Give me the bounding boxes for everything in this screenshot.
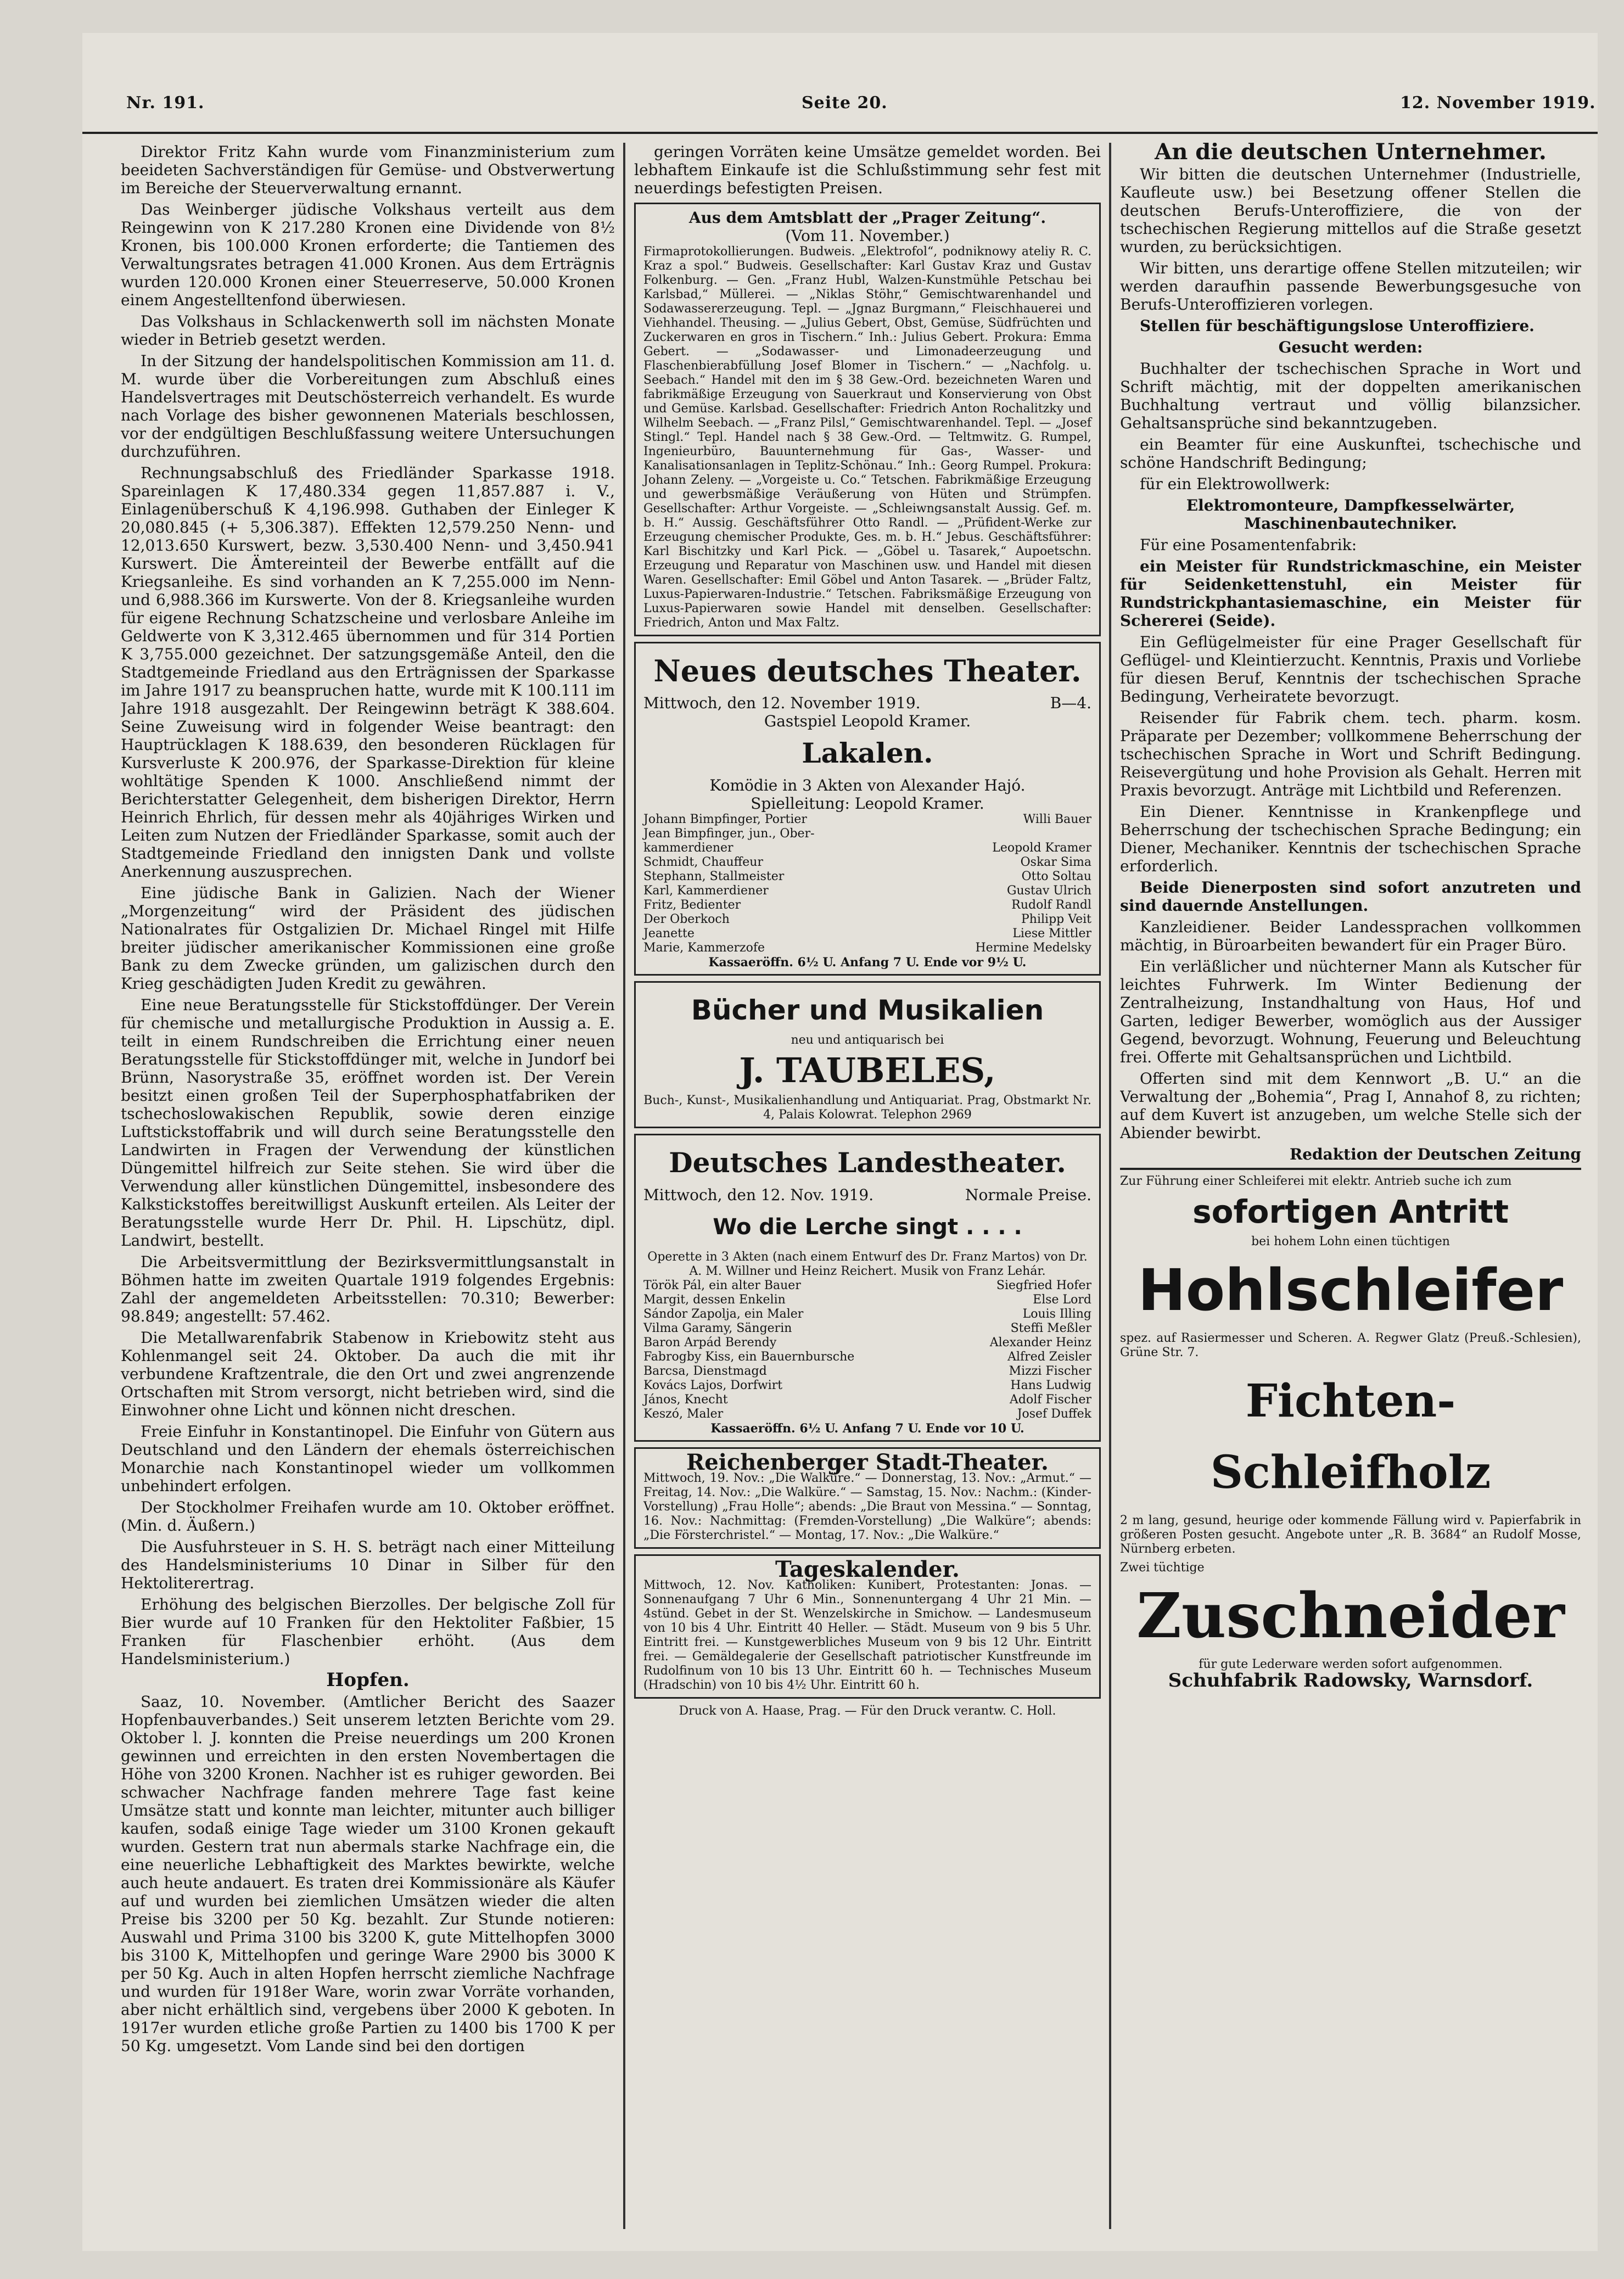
cast-row: Schmidt, Chauffeur Oskar Sima [643,855,1091,869]
theater-guest: Gastspiel Leopold Kramer. [764,712,971,730]
cast-row: Marie, Kammerzofe Hermine Medelsky [643,941,1091,955]
cast-row: Sándor Zapolja, ein Maler Louis Illing [643,1307,1091,1321]
ad-huge-headline: Hohlschleifer [1138,1257,1564,1324]
job-listing: Beide Dienerposten sind sofort anzutreten und sind dauernde Anstellungen. [1120,878,1581,915]
calendar-title: Tageskalender. [775,1556,960,1582]
ad-huge-headline: Zuschneider [1136,1580,1565,1652]
bookshop-ad [634,981,1101,1128]
article: Die Metallwarenfabrik Stabenow in Kriebowitz steht aus Kohlenmangel seit 24. Oktober. Da auch die mit ihr verbundene Kraftzentrale, die den Ort und zwei angrenzende Ortschaften mit Strom versorgt, nicht betrieben wird, sind die Einwohner ohne Licht und können nicht dreschen. [121,1329,615,1419]
column-1 [121,143,615,2229]
theater-times: Kassaeröffn. 6½ U. Anfang 7 U. Ende vor 10 U. [710,1421,1024,1436]
article: Der Stockholmer Freihafen wurde am 10. Oktober eröffnet. (Min. d. Äußern.) [121,1498,615,1535]
article: Erhöhung des belgischen Bierzolles. Der belgische Zoll für Bier wurde auf 10 Franken für den Hektoliter Faßbier, 15 Franken für Flaschenbier erhöht. (Aus dem Handelsministerium.) [121,1595,615,1668]
theater-times: Kassaeröffn. 6½ U. Anfang 7 U. Ende vor 9½ U. [708,955,1027,970]
bookshop-sub: neu und antiquarisch bei [791,1033,944,1047]
article: Freie Einfuhr in Konstantinopel. Die Einfuhr von Gütern aus Deutschland und den Ländern der ehemals österreichischen Monarchie nach Konstantinopel wieder um vollkommen unbehindert erfolgen. [121,1423,615,1495]
header-rule [82,132,1598,134]
calendar-text: Mittwoch, 12. Nov. Katholiken: Kunibert, Protestanten: Jonas. — Sonnenaufgang 7 Uhr 6 Min., Sonnenuntergang 4 Uhr 21 Min. — 4stünd. Gebet in der St. Wenzelskirche in Smichow. — Landesmuseum von 10 bis 4 Uhr. Eintritt 40 Heller. — Städt. Museum von 9 bis 5 Uhr. Eintritt frei. — Kunstgewerbliches Museum von 9 bis 12 Uhr. Eintritt frei. — Gemäldegalerie der Gesellschaft patriotischer Kunstfreunde im Rudolfinum von 10 bis 13 Uhr. Eintritt 60 h. — Technisches Museum (Hradschin) von 10 bis 4½ Uhr. Eintritt 60 h. [643,1578,1091,1692]
cast-row: kammerdiener Leopold Kramer [643,841,1091,855]
article: Die Ausfuhrsteuer in S. H. S. beträgt nach einer Mitteilung des Handelsministeriums 10 Dinar in Silber für den Hektoliterertrag. [121,1538,615,1592]
job-listing: Kanzleidiener. Beider Landessprachen vollkommen mächtig, in Büroarbeiten bewandert für ein Prager Büro. [1120,918,1581,954]
theater-date: Mittwoch, den 12. November 1919. [643,694,921,712]
appeal-title: An die deutschen Unternehmer. [1155,143,1547,165]
theater-program: Mittwoch, 19. Nov.: „Die Walküre.“ — Donnerstag, 13. Nov.: „Armut.“ — Freitag, 14. Nov.: „Die Walküre.“ — Samstag, 15. Nov.: Nachm.: (Kinder-Vorstellung) „Frau Holle“; abends: „Die Braut von Messina.“ — Sonntag, 16. Nov.: Nachmittag: (Fremden-Vorstellung) „Die Walküre“; abends: „Die Försterchristel.“ — Montag, 17. Nov.: „Die Walküre.“ [643,1471,1091,1542]
job-listing: ein Beamter für eine Auskunftei, tschechische und schöne Handschrift Bedingung; [1120,435,1581,472]
theater-ad-reichenberg [634,1447,1101,1549]
play-subtitle: Operette in 3 Akten (nach einem Entwurf des Dr. Franz Martos) von Dr. A. M. Willner und Heinz Reichert. Musik von Franz Lehár. [647,1250,1088,1278]
article: In der Sitzung der handelspolitischen Kommission am 11. d. M. wurde über die Vorbereitungen zum Abschluß eines Handelsvertrages mit Deutschösterreich verhandelt. Es wurde nach Vorlage des bisher gewonnenen Materials beschlossen, vor der endgültigen Beschlußfassung weitere Untersuchungen durchzuführen. [121,352,615,461]
column-3 [1120,143,1581,2229]
theater-date: Mittwoch, den 12. Nov. 1919. [643,1186,874,1204]
signature: Redaktion der Deutschen Zeitung [1289,1145,1581,1163]
section-heading: Stellen für beschäftigungslose Unteroffiziere. [1140,317,1535,335]
theater-title: Deutsches Landestheater. [669,1146,1066,1179]
play-director: Spielleitung: Leopold Kramer. [751,794,984,813]
cast-row: Barcsa, Dienstmagd Mizzi Fischer [643,1364,1091,1378]
cast-row: Der Oberkoch Philipp Veit [643,912,1091,926]
ad-huge-headline: Fichten-Schleifholz [1210,1375,1491,1499]
section-heading: Hopfen. [326,1669,410,1691]
theater-title: Neues deutsches Theater. [653,653,1082,688]
ad-detail: für gute Lederware werden sofort aufgenommen. [1199,1658,1503,1671]
newspaper-page [82,33,1598,2251]
job-listing: für ein Elektrowollwerk: [1140,475,1330,493]
column-rule [1109,143,1111,2229]
theater-abo: B—4. [1050,694,1091,712]
amtsblatt-title: Aus dem Amtsblatt der „Prager Zeitung“. [688,209,1046,227]
cast-row: Török Pál, ein alter Bauer Siegfried Hofer [643,1279,1091,1292]
cast-row: Keszó, Maler Josef Duffek [643,1407,1091,1421]
imprint: Druck von A. Haase, Prag. — Für den Druck verantw. C. Holl. [679,1704,1056,1718]
column-rule [623,143,625,2229]
play-title: Lakalen. [802,737,933,769]
job-listing: Ein Geflügelmeister für eine Prager Gesellschaft für Geflügel- und Kleintierzucht. Kenntnis, Praxis und Vorliebe für diesen Beruf, Kenntnis der tschechischen Sprache Bedingung, Verheiratete bevorzugt. [1120,633,1581,705]
ad-detail: 2 m lang, gesund, heurige oder kommende Fällung wird v. Papierfabrik in größeren Posten gesucht. Angebote unter „R. B. 3684“ an Rudolf Mosse, Nürnberg erbeten. [1120,1514,1581,1556]
article: Das Volkshaus in Schlackenwerth soll im nächsten Monate wieder in Betrieb gesetzt werden. [121,312,615,349]
ad-intro: Zwei tüchtige [1120,1561,1205,1575]
cast-row: Johann Bimpfinger, Portier Willi Bauer [643,813,1091,826]
cast-row: Fritz, Bedienter Rudolf Randl [643,898,1091,912]
amtsblatt-box [634,203,1101,636]
job-listing: Ein verläßlicher und nüchterner Mann als Kutscher für leichtes Fuhrwerk. Im Winter Bedienung der Zentralheizung, Instandhaltung von Haus, Hof und Garten, lediger Bewerber, womöglich aus der Aussiger Gegend, bevorzugt. Wohnung, Feuerung und Beleuchtung frei. Offerte mit Gehaltsansprüchen und Lichtbild. [1120,957,1581,1066]
ad-intro: Zur Führung einer Schleiferei mit elektr. Antrieb suche ich zum [1120,1174,1512,1188]
cast-row: Fabrogby Kiss, ein Bauernbursche Alfred Zeisler [643,1350,1091,1364]
appeal-paragraph: Wir bitten, uns derartige offene Stellen mitzuteilen; wir werden daraufhin passende Bewerbungsgesuche von Berufs-Unteroffizieren vorlegen. [1120,259,1581,313]
job-listing: Ein Diener. Kenntnisse in Krankenpflege und Beherrschung der tschechischen Sprache Bedingung; ein Diener, Mechaniker. Kenntnis der tschechischen Sprache erforderlich. [1120,803,1581,875]
theater-ad-neues-deutsches [634,642,1101,976]
cast-row: Karl, Kammerdiener Gustav Ulrich [643,884,1091,898]
play-subtitle: Komödie in 3 Akten von Alexander Hajó. [709,776,1026,794]
job-listing: Buchhalter der tschechischen Sprache in Wort und Schrift mächtig, mit der doppelten amerikanischen Buchhaltung vertraut und völlig bilanzsicher. Gehaltsansprüche sind bekanntzugeben. [1120,360,1581,432]
page-number: Seite 20. [802,93,888,113]
ad-line: bei hohem Lohn einen tüchtigen [1251,1235,1450,1248]
article: Rechnungsabschluß des Friedländer Sparkasse 1918. Spareinlagen K 17,480.334 gegen 11,857.887 i. V., Einlagenüberschuß K 4,196.998. Guthaben der Einleger K 20,080.845 (+ 5,306.387). Effekten 12,579.250 Nenn- und 12,013.650 Kurswert, bezw. 3,530.400 Nenn- und 3,450.941 Kurswert. Die Ämtereinteil der Bewerbe entfällt auf die Kriegsanleihe. Es sind vorhanden an K 7,255.000 im Nenn- und 6,988.366 im Kurswerte. Von der 8. Kriegsanleihe wurden für eigene Rechnung Schatzscheine und verlosbare Anleihe im Geldwerte von K 3,312.465 übernommen und für 314 Portien K 3,755.000 gezeichnet. Der satzungsgemäße Anteil, den die Stadtgemeinde Friedland aus den Erträgnissen der Sparkasse im Jahre 1917 zu beanspruchen hatte, wurde mit K 100.111 im Jahre 1918 ausgezahlt. Der Reingewinn beträgt K 388.604. Seine Zuweisung wird in folgender Weise beantragt: den Hauptrücklagen K 188.639, den besonderen Rücklagen für Kursverluste K 200.976, der Sparkasse-Direktion für kleine wohltätige Spenden K 1000. Anschließend nimmt der Berichterstatter Gelegenheit, dem bisherigen Direktor, Herrn Heinrich Ehrlich, für dessen mehr als 40jähriges Wirken und Leiten zum Nutzen der Friedländer Sparkasse, somit auch der Stadtgemeinde Friedland den innigsten Dank und vollste Anerkennung auszusprechen. [121,464,615,881]
ad-headline: sofortigen Antritt [1192,1193,1509,1230]
issue-number: Nr. 191. [126,93,205,113]
issue-date: 12. November 1919. [1400,93,1596,113]
contact-note: Offerten sind mit dem Kennwort „B. U.“ an die Verwaltung der „Bohemia“, Prag I, Annahof 8, zu richten; auf dem Kuvert ist anzugeben, um welche Stelle sich der Abiender bewirbt. [1120,1069,1581,1142]
cast-row: Jeanette Liese Mittler [643,927,1091,940]
bookshop-title: Bücher und Musikalien [691,994,1044,1026]
cast-row: Margit, dessen Enkelin Else Lord [643,1293,1091,1307]
bookshop-name: J. TAUBELES, [739,1050,996,1090]
cast-row: Baron Arpád Berendy Alexander Heinz [643,1336,1091,1350]
article: geringen Vorräten keine Umsätze gemeldet worden. Bei lebhaftem Einkaufe ist die Schlußstimmung sehr fest mit neuerdings befestigten Preisen. [634,143,1101,197]
article: Eine jüdische Bank in Galizien. Nach der Wiener „Morgenzeitung“ wird der Präsident des jüdischen Nationalrates für Ostgalizien Dr. Michael Ringel mit Hilfe breiter jüdischer amerikanischer Kommissionen eine große Bank zu dem Zwecke gründen, um galizischen durch den Krieg geschädigten Juden Kredit zu gewähren. [121,884,615,993]
article: Das Weinberger jüdische Volkshaus verteilt aus dem Reingewinn von K 217.280 Kronen eine Dividende von 8½ Kronen, bis 100.000 Kronen erforderte; die Tantiemen des Verwaltungsrates betragen 41.000 Kronen. Aus dem Erträgnis wurden 120.000 Kronen einer Steuerreserve, 50.000 Kronen einem Angestelltenfond überwiesen. [121,200,615,309]
theater-ad-landestheater [634,1134,1101,1442]
cast-row: Jean Bimpfinger, jun., Ober- [643,827,815,841]
job-listing: ein Meister für Rundstrickmaschine, ein Meister für Seidenkettenstuhl, ein Meister für Rundstrickphantasiemaschine, ein Meister für Schererei (Seide). [1120,557,1581,630]
bookshop-detail: Buch-, Kunst-, Musikalienhandlung und Antiquariat. Prag, Obstmarkt Nr. 4, Palais Kolowrat. Telephon 2969 [643,1094,1091,1122]
cast-row: Vilma Garamy, Sängerin Steffi Meßler [643,1322,1091,1335]
article: Saaz, 10. November. (Amtlicher Bericht des Saazer Hopfenbauverbandes.) Seit unserem letzten Berichte vom 29. Oktober l. J. konnten die Preise neuerdings um 200 Kronen gewinnen und erreichten in den ersten Novembertagen die Höhe von 3200 Kronen. Nachher ist es ruhiger geworden. Bei schwacher Nachfrage fanden mehrere Tage fast keine Umsätze statt und konnte man leichter, mitunter auch billiger kaufen, sodaß einige Tage wieder um 3100 Kronen gekauft wurden. Gestern trat nun abermals starke Nachfrage ein, die eine neuerliche Lebhaftigkeit des Marktes bewirkte, welche auch heute andauert. Es traten drei Kommissionäre als Käufer auf und wurden bei ziemlichen Umsätzen wieder die alten Preise bis 3200 per 50 Kg. bezahlt. Zur Stunde notieren: Auswahl und Prima 3100 bis 3200 K, gute Mittelhopfen 3000 bis 3100 K, Mittelhopfen und geringe Ware 2900 bis 3000 K per 50 Kg. Auch in alten Hopfen herrscht ziemliche Nachfrage und wurden für 1918er Ware, worin zwar Vorräte vorhanden, aber nicht erhältlich sind, vergebens über 2000 K geboten. In 1917er wurden etliche große Partien zu 1400 bis 1700 K per 50 Kg. umgesetzt. Vom Lande sind bei den dortigen [121,1693,615,2055]
column-2 [634,143,1101,2229]
appeal-paragraph: Wir bitten die deutschen Unternehmer (Industrielle, Kaufleute usw.) bei Besetzung offener Stellen die deutschen Berufs-Unteroffiziere, die von der tschechischen Regierung mittellos auf die Straße gesetzt wurden, zu berücksichtigen. [1120,165,1581,256]
calendar-box [634,1554,1101,1699]
theater-title: Reichenberger Stadt-Theater. [686,1449,1049,1475]
ad-detail: spez. auf Rasiermesser und Scheren. A. Regwer Glatz (Preuß.-Schlesien), Grüne Str. 7. [1120,1331,1581,1359]
theater-prices: Normale Preise. [965,1186,1091,1204]
play-title: Wo die Lerche singt . . . . [713,1214,1022,1240]
article: Die Arbeitsvermittlung der Bezirksvermittlungsanstalt in Böhmen hatte im zweiten Quartale 1919 folgendes Ergebnis: Zahl der angemeldeten Arbeitsstellen: 70.310; Bewerber: 98.849; angestellt: 57.462. [121,1253,615,1325]
ad-firm: Schuhfabrik Radowsky, Warnsdorf. [1168,1670,1533,1692]
cast-row: Kovács Lajos, Dorfwirt Hans Ludwig [643,1379,1091,1392]
amtsblatt-text: Firmaprotokollierungen. Budweis. „Elektrofol“, podniknowy ateliy R. C. Kraz a spol.“ Budweis. Gesellschafter: Karl Gustav Kraz und Gustav Folkenburg. — Gen. „Franz Hubl, Walzen-Kunstmühle Petschau bei Karlsbad,“ Müllerei. — „Niklas Stöhr,“ Gemischtwarenhandel und Sodawassererzeugung. Tepl. — „Jgnaz Burgmann,“ Fleischhauerei und Viehhandel. Theusing. — „Julius Gebert, Obst, Gemüse, Südfrüchten und Zuckerwaren en gros in Tischern.“ Inh.: Julius Gebert. Prokura: Emma Gebert. — „Sodawasser- und Limonadeerzeugung und Flaschenbierabfüllung Josef Blomer in Tischern.“ — „Nachfolg. u. Seebach.“ Handel mit den im § 38 Gew.-Ord. bezeichneten Waren und fabrikmäßige Erzeugung von Sauerkraut und Konservierung von Obst und Gemüse. Karlsbad. Gesellschafter: Friedrich Anton Rochalitzky und Wilhelm Seebach. — „Franz Pilsl,“ Gemischtwarenhandel. Tepl. — „Josef Stingl.“ Tepl. Handel nach § 38 Gew.-Ord. — Teltmwitz. G. Rumpel, Ingenieurbüro, Bauunternehmung für Gas-, Wasser- und Kanalisationsanlagen in Teplitz-Schönau.“ Inh.: Georg Rumpel. Prokura: Johann Zeleny. — „Vorgeiste u. Co.“ Tetschen. Fabrikmäßige Erzeugung und gewerbsmäßige Veräußerung von Hüten und Strümpfen. Gesellschafter: Arthur Vorgeiste. — „Schleiwngsanstalt Aussig. Gef. m. b. H.“ Aussig. Geschäftsführer Otto Randl. — „Prüfident-Werke zur Erzeugung chemischer Produkte, Ges. m. b. H.“ Jebus. Geschäftsführer: Karl Bischitzky und Karl Pick. — „Göbel u. Tasarek,“ Aupoetschn. Erzeugung und Reparatur von Maschinen usw. und Handel mit diesen Waren. Gesellschafter: Emil Göbel und Anton Tasarek. — „Brüder Faltz, Luxus-Papierwaren-Industrie.“ Tetschen. Fabriksmäßige Erzeugung von Luxus-Papierwaren sowie Handel mit denselben. Gesellschafter: Friedrich, Anton und Max Faltz. [643,245,1091,630]
job-listing: Für eine Posamentenfabrik: [1140,536,1357,554]
cast-row: Stephann, Stallmeister Otto Soltau [643,870,1091,883]
job-listing: Elektromonteure, Dampfkesselwärter, Maschinenbautechniker. [1186,496,1515,533]
article: Direktor Fritz Kahn wurde vom Finanzministerium zum beeideten Sachverständigen für Gemüse- und Obstverwertung im Bereiche der Steuerverwaltung ernannt. [121,143,615,197]
amtsblatt-date: (Vom 11. November.) [785,227,950,245]
cast-row: János, Knecht Adolf Fischer [643,1393,1091,1407]
article: Eine neue Beratungsstelle für Stickstoffdünger. Der Verein für chemische und metallurgische Produktion in Aussig a. E. teilt in einem Rundschreiben die Errichtung einer neuen Beratungsstelle für Stickstoffdünger mit, welche in Jundorf bei Brünn, Nasorystraße 35, eröffnet worden ist. Der Verein besitzt einen großen Teil der Superphosphatfabriken der tschechoslowakischen Republik, sowie deren einzige Luftstickstoffabrik und will durch seine Beratungsstelle den Landwirten in Fragen der Verwendung der künstlichen Düngemittel hilfreich zur Seite stehen. Sie wird über die Verwendung aller künstlichen Düngemittel, insbesondere des Kalkstickstoffes bereitwilligst Auskunft erteilen. Als Leiter der Beratungsstelle wurde Herr Dr. Phil. H. Lipschütz, dipl. Landwirt, bestellt. [121,996,615,1250]
job-listing: Reisender für Fabrik chem. tech. pharm. kosm. Präparate per Dezember; vollkommene Beherrschung der tschechischen Sprache in Wort und Schrift Bedingung. Reisevergütung und hohe Provision als Gehalt. Herren mit Praxis bevorzugt. Anträge mit Lichtbild und Referenzen. [1120,709,1581,799]
section-subheading: Gesucht werden: [1278,338,1423,356]
